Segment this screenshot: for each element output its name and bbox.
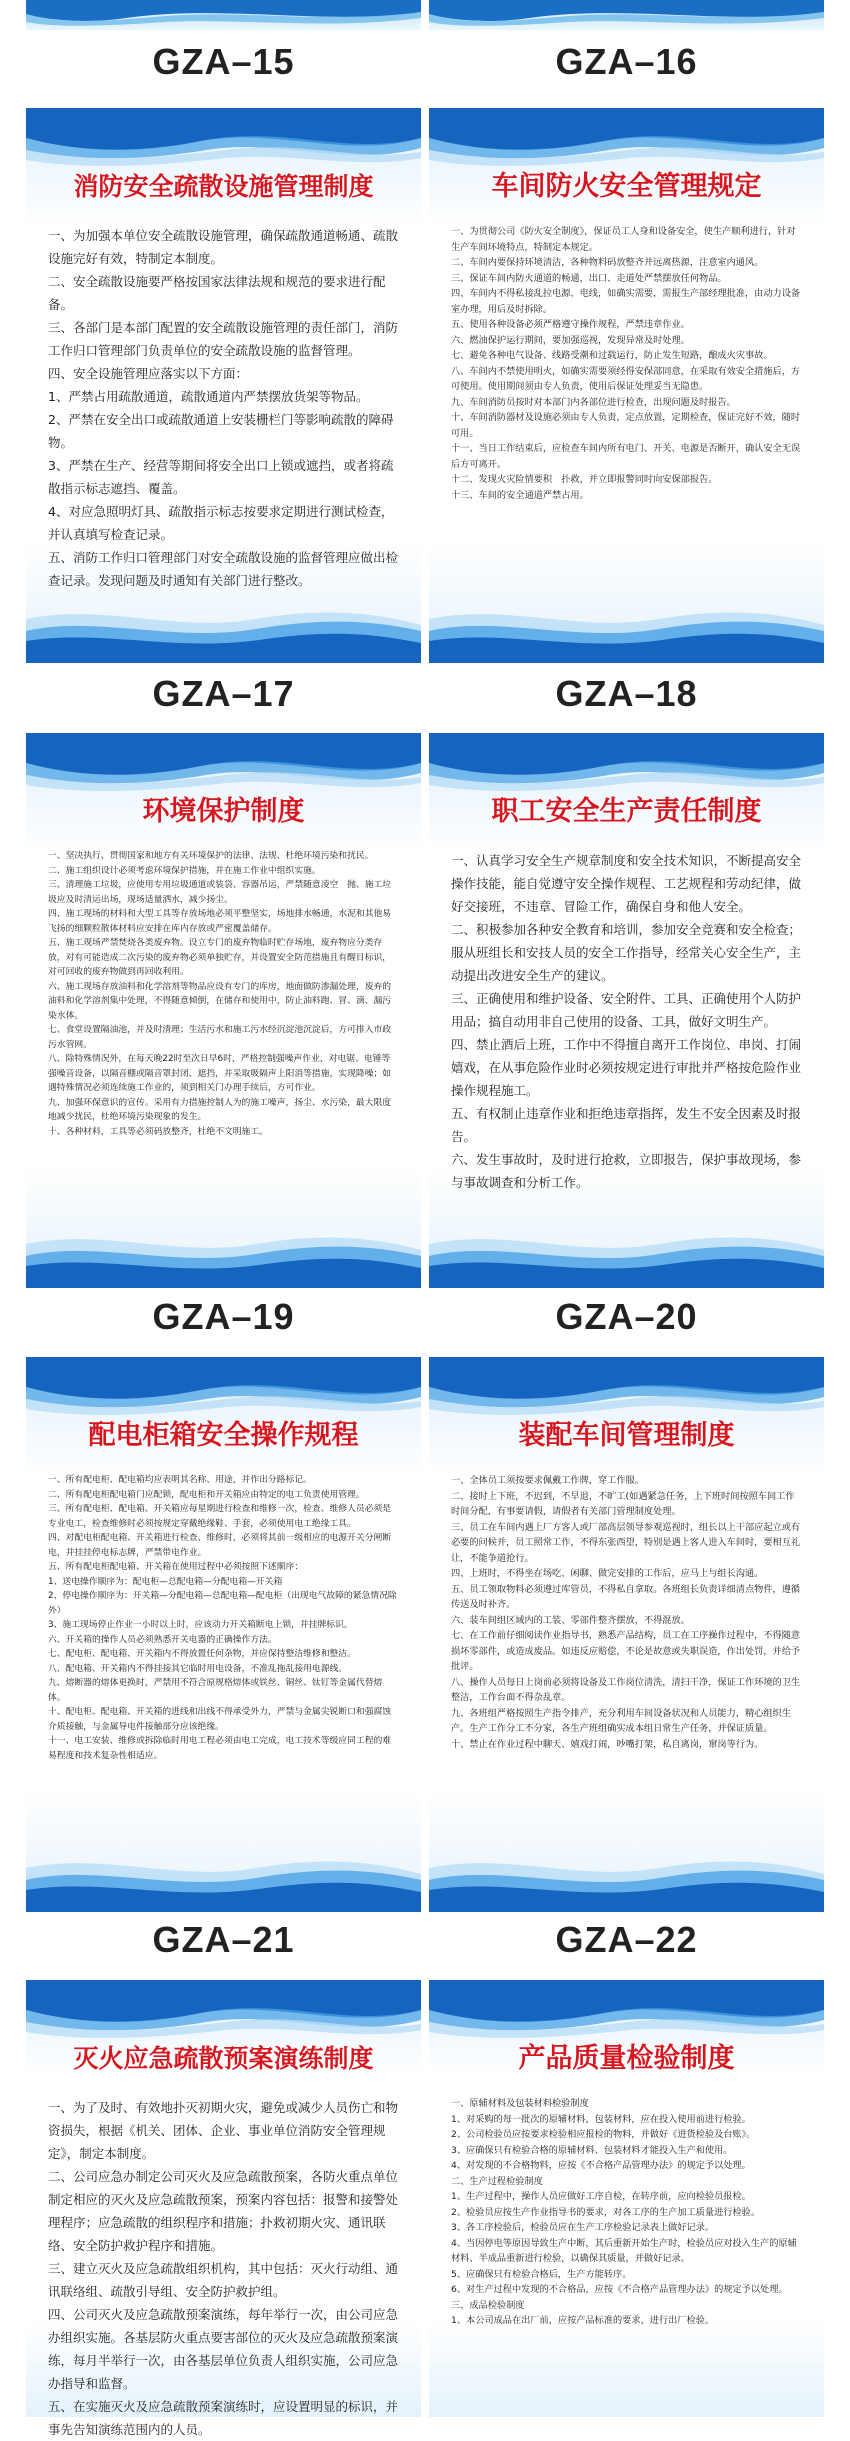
board-paragraph: 三、正确使用和维护设备、安全附件、工具、正确使用个人防护用品；搞自动用非自己使用的设备、工具，做好文明生产。 (451, 991, 802, 1029)
board-paragraph: 十、车间消防器材及设施必须由专人负责，定点放置，定期检查，保证完好不效，随时可用。 (451, 412, 801, 439)
sign-board (26, 108, 421, 663)
board-paragraph: 八、车间内不禁使用明火，如确实需要须经得安保部同意，在采取有效安全措施后，方可使用。使用期间须由专人负责，使用后保证处理妥当无隐患。 (451, 365, 801, 392)
board-paragraph: 八、除特殊情况外，在每天晚22时至次日早6时，严格控制强噪声作业，对电锯、电锤等强噪音设备，以隔音棚或隔音罩封闭、遮挡，并采取吸隔声上阳消等措施，实现降噪；如遇特殊情况必须连续施工作业的，须到相关门办理手续后，方可作业。 (48, 1054, 392, 1093)
board-paragraph: 五、在实施灭火及应急疏散预案演练时，应设置明显的标识，并事先告知演练范围内的人员。 (48, 2399, 399, 2437)
board-paragraph: 八、配电箱、开关箱内不得挂接其它临时用电设备，不准乱拖乱接用电源线。 (48, 1663, 348, 1674)
board-paragraph: 五、员工领取物料必须遵过库管员，不得私自拿取。各班组长负责详细清点物件，遵循传送及时补齐。 (451, 1583, 801, 1610)
board-paragraph: 九、各班组严格按照生产指令排产，充分利用车间设备状况和人员能力，精心组织生产。生产工作分工不分家，各生产班组确实成本组日常生产任务，并保证质量。 (451, 1707, 791, 1734)
board-paragraph: 一、坚决执行、贯彻国家和地方有关环境保护的法律、法规、杜绝环境污染和扰民。 (48, 851, 374, 861)
board-title: 车间防火安全管理规定 (491, 171, 762, 202)
board-paragraph: 三、各部门是本部门配置的安全疏散设施管理的责任部门，消防工作归口管理部门负责单位的安全疏散设施的监督管理。 (48, 320, 399, 358)
board-paragraph: 六、燃油保护运行期间，要加强巡视，发现异常及时处理。 (451, 334, 690, 346)
board-paragraph: 3、严禁在生产、经营等期间将安全出口上锁或遮挡，或者将疏散指示标志遮挡、覆盖。 (48, 458, 394, 496)
board-paragraph: 4、对应急照明灯具、疏散指示标志按要求定期进行测试检查，并认真填写检查记录。 (48, 504, 394, 542)
board-paragraph: 五、施工现场严禁焚烧各类废弃物。设立专门的废弃物临时贮存场地，废弃物应分类存放，对有可能造成二次污染的废弃物必须单独贮存，并设置安全防范措施且有醒目标识，对可回收的废弃物做到再回收利用。 (48, 938, 392, 977)
board-paragraph: 二、公司应急办制定公司灭火及应急疏散预案，各防火重点单位制定相应的灭火及应急疏散预案，预案内容包括：报警和接警处理程序；应急疏散的组织程序和措施；扑救初期火灾、通讯联络、安全防护救护程序和措施。 (48, 2169, 399, 2253)
board-paragraph: 一、为了及时、有效地扑灭初期火灾，避免或减少人员伤亡和物资损失，根据《机关、团体、企业、事业单位消防安全管理规定》，制定本制度。 (48, 2100, 399, 2161)
board-title: 产品质量检验制度 (518, 2043, 735, 2074)
board-paragraph: 1、本公司成品在出厂前，应按产品标准的要求，进行出厂检验。 (451, 2315, 715, 2326)
board-paragraph: 八、操作人员每日上岗前必须将设备及工作岗位清洗，清扫干净，保证工作环境的卫生整洁，工作台面不得杂乱章。 (451, 1676, 801, 1703)
board-paragraph: 5、应确保只有检验合格后，生产方能转序。 (451, 2268, 632, 2280)
board-title: 装配车间管理制度 (518, 1420, 735, 1451)
board-paragraph: 一、原辅材料及包装材料检验制度 (451, 2098, 589, 2109)
sign-board (26, 1980, 421, 2437)
board-paragraph: 二、接时上下班，不迟到，不早退，不旷工(如遇紧急任务，上下班时间按照车间工作时间分配，有事要请假，请假者有关部门管理制度处理。 (451, 1490, 795, 1517)
board-paragraph: 2、检验员应按生产作业指导书的要求，对各工序的生产加工质量进行检验。 (451, 2206, 761, 2218)
board-code: GZA–16 (555, 41, 698, 82)
board-title: 消防安全疏散设施管理制度 (73, 172, 374, 201)
board-paragraph: 七、食堂设置隔油池，并及时清理；生活污水和施工污水经沉淀池沉淀后，方可排入市政污水管网。 (48, 1025, 392, 1050)
board-body (48, 1473, 399, 1842)
board-paragraph: 六、开关箱的操作人员必须熟悉开关电器的正确操作方法。 (48, 1634, 277, 1645)
board-code: GZA–18 (555, 673, 698, 714)
board-paragraph: 二、安全疏散设施要严格按国家法律法规和规范的要求进行配 备。 (48, 274, 399, 312)
sign-board (429, 1357, 824, 1912)
board-paragraph: 十一、当日工作结束后，应检查车间内所有电门、开关、电源是否断开，确认安全无误后方可离开。 (451, 443, 801, 470)
board-title: 职工安全生产责任制度 (491, 796, 762, 827)
board-paragraph: 1、对采购的每一批次的原辅材料，包装材料，应在投入使用前进行检验。 (451, 2113, 751, 2125)
board-paragraph: 四、上班时，不得坐在场吃、闲聊、做完安排的工作后，应马上与组长沟通。 (451, 1568, 764, 1579)
board-paragraph: 三、清理施工垃圾，应使用专用垃圾通道或装袋、容器吊运，严禁随意凌空 抛、施工垃圾应及时清运出场，现场适量洒水，减少扬尘。 (48, 880, 392, 905)
board-paragraph: 四、对配电柜配电箱、开关箱进行检查、维修时，必须将其前一级相应的电源开关分闸断电，并挂挂停电标志牌，严禁带电作业。 (48, 1533, 392, 1558)
board-code: GZA–22 (555, 1919, 698, 1960)
sign-board (26, 1357, 421, 1912)
board-paragraph: 四、禁止酒后上班，工作中不得擅自离开工作岗位、串岗、打闹嬉戏，在从事危险作业时必须按规定进行审批并严格按危险作业操作规程施工。 (451, 1037, 802, 1098)
sign-board (429, 1980, 824, 2417)
board-body (48, 224, 399, 593)
board-paragraph: 三、所有配电柜、配电箱、开关箱应每星期进行检查和维修一次，检查、维修人员必须是专业电工，检查维修时必须按规定穿戴绝缘鞋、手套，必须使用电工绝缘工具。 (48, 1504, 392, 1529)
board-paragraph: 四、车间内不得私接乱拉电源、电线，如确实需要，需报生产部经理批准，由动力设备室办理，用后及时拆除。 (451, 288, 801, 315)
board-paragraph: 十一、电工安装、维修或拆除临时用电工程必须由电工完成，电工技术等级应同工程的难易程度和技术复杂性相适应。 (48, 1736, 392, 1761)
board-paragraph: 十二、发现火灾险情要积 扑救，并立即报警同时向安保部报告。 (451, 474, 718, 485)
board-body (451, 849, 802, 1218)
board-paragraph: 四、公司灭火及应急疏散预案演练，每年举行一次，由公司应急办组织实施。各基层防火重点要害部位的灭火及应急疏散预案演练，每月半举行一次，由各基层单位负责人组织实施，公司应急办指导和监督。 (48, 2307, 399, 2391)
wave-decoration (26, 0, 421, 30)
board-paragraph: 三、成品检验制度 (451, 2299, 525, 2311)
board-paragraph: 十、各种材料，工具等必须码放整齐，杜绝不文明施工。 (48, 1126, 268, 1137)
board-title: 配电柜箱安全操作规程 (88, 1420, 359, 1451)
board-paragraph: 五、有权制止违章作业和拒绝违章指挥，发生不安全因素及时报告。 (451, 1106, 802, 1144)
board-body (48, 849, 399, 1218)
board-paragraph: 一、认真学习安全生产规章制度和安全技术知识，不断提高安全操作技能，能自觉遵守安全操作规程、工艺规程和劳动纪律，做好交接班，不违章、冒险工作，确保自身和他人安全。 (451, 853, 802, 914)
board-paragraph: 七、避免各种电气设备、线路受潮和过载运行，防止发生短路，酿成火灾事故。 (451, 350, 773, 361)
board-paragraph: 4、对发现的不合格物料，应按《不合格产品管理办法》的规定予以处理。 (451, 2160, 751, 2171)
board-paragraph: 3、应确保只有检验合格的原辅材料、包装材料才能投入生产和使用。 (451, 2144, 733, 2156)
board-body (451, 1473, 802, 1842)
board-paragraph: 6、对生产过程中发现的不合格品，应按《不合格产品管理办法》的规定予以处理。 (451, 2284, 788, 2295)
board-paragraph: 二、车间内要保持环境清洁，各种物料码放整齐并远离热源，注意室内通风。 (451, 257, 764, 268)
sign-board (429, 733, 824, 1288)
board-paragraph: 四、施工现场的材料和大型工具等存放场地必须平整坚实，场地排水畅通，水泥和其他易飞扬的细颗粒散体材料应安排在库内存放或严密覆盖储存。 (48, 909, 392, 934)
board-paragraph: 五、所有配电柜配电箱、开关箱在使用过程中必须按照下述顺序： (48, 1562, 304, 1572)
board-paragraph: 4、当因停电等原因导致生产中断，其后重新开始生产时，检验员应对投入生产的原辅材料、半成品重新进行检验，以确保其质量，并做好记录。 (451, 2237, 797, 2264)
board-paragraph: 一、为加强本单位安全疏散设施管理，确保疏散通道畅通、疏散设施完好有效，特制定本制度。 (48, 228, 399, 266)
board-paragraph: 二、施工组织设计必须考虑环境保护措施，并在施工作业中组织实施。 (48, 865, 321, 876)
board-top-strip-left (26, 0, 421, 30)
board-paragraph: 十、配电柜、配电箱、开关箱的进线和出线不得承受外力，严禁与金属尖锐断口和强腐蚀介质接触，与金属导电件接触部分应该绝缘。 (48, 1707, 392, 1732)
board-paragraph: 九、车间消防员按时对本部门内各部位进行检查，出现问题及时报告。 (451, 396, 736, 408)
board-paragraph: 1、严禁占用疏散通道，疏散通道内严禁摆放货架等物品。 (48, 389, 369, 404)
board-body (48, 2096, 399, 2437)
board-paragraph: 七、在工作前仔细阅读作业指导书，熟悉产品结构，员工在工序操作过程中，不得随意损坏零部件，或造成废品。如违反应赔偿，不论是故意或失职误造，作出处罚，并给予批评。 (451, 1630, 801, 1672)
board-paragraph: 六、装车间组区域内的工装、零部件整齐摆放，不得混放。 (451, 1614, 690, 1626)
board-paragraph: 七、配电柜、配电箱、开关箱内不得放置任何杂物，并应保持整洁维修和整洁。 (48, 1649, 356, 1659)
board-paragraph: 十、禁止在作业过程中聊天、嬉戏打闹，吵嘴打架，私自离岗，窜岗等行为。 (451, 1738, 764, 1750)
board-paragraph: 一、为贯彻公司《防火安全制度》，保证员工人身和设备安全，使生产顺利进行，针对生产车间环境特点，特制定本规定。 (451, 226, 796, 253)
board-paragraph: 2、公司检验员应按要求检验相应报检的物料，并做好《进货检验及台账》。 (451, 2129, 756, 2140)
board-paragraph: 六、施工现场存放油料和化学溶剂等物品应设有专门的库房，地面做防渗漏处理，废弃的油料和化学溶剂集中处理，不得随意倾倒，在储存和使用中，防止油料跑、冒、滴、漏污染水体。 (48, 981, 392, 1021)
board-paragraph: 1、生产过程中，操作人员应做好工序自检，在转序前，应向检验员报检。 (451, 2191, 751, 2202)
board-body (451, 2096, 802, 2417)
wave-decoration (429, 0, 824, 30)
board-paragraph: 二、生产过程检验制度 (451, 2175, 543, 2187)
sign-board (26, 733, 421, 1288)
board-code: GZA–17 (152, 673, 295, 714)
board-paragraph: 五、使用各种设备必须严格遵守操作规程，严禁违章作业。 (451, 319, 690, 330)
board-paragraph: 四、安全设施管理应落实以下方面： (48, 366, 249, 381)
board-title: 灭火应急疏散预案演练制度 (73, 2044, 374, 2073)
board-paragraph: 二、所有配电柜配电箱门应配锁，配电柜和开关箱应由特定的电工负责使用管理。 (48, 1489, 365, 1500)
board-title: 环境保护制度 (142, 796, 305, 827)
sign-board (429, 108, 824, 663)
board-paragraph: 三、建立灭火及应急疏散组织机构，其中包括：灭火行动组、通讯联络组、疏散引导组、安全防护救护组。 (48, 2261, 399, 2299)
board-paragraph: 2、严禁在安全出口或疏散通道上安装栅栏门等影响疏散的障碍物。 (48, 412, 394, 450)
board-paragraph: 一、全体员工须按要求佩戴工作牌，穿工作服。 (451, 1475, 644, 1486)
board-code: GZA–19 (152, 1296, 295, 1337)
board-paragraph: 2、停电操作顺序为：开关箱—分配电箱—总配电箱—配电柜（出现电气故障的紧急情况除外） (48, 1591, 397, 1616)
board-paragraph: 十三、车间的安全通道严禁占用。 (451, 489, 589, 501)
board-paragraph: 九、加强环保意识的宣传。采用有力措施控制人为的施工噪声，扬尘、水污染，最大限度地减少扰民，杜绝环境污染现象的发生。 (48, 1097, 392, 1122)
board-code: GZA–20 (555, 1296, 698, 1337)
board-paragraph: 六、发生事故时，及时进行抢救，立即报告，保护事故现场，参与事故调查和分析工作。 (451, 1152, 802, 1190)
board-paragraph: 3、施工现场停止作业一小时以上时，应该动力开关箱断电上锁，并挂牌标识。 (48, 1620, 353, 1630)
board-paragraph: 三、员工在车间内遇上厂方客人或厂部高层领导参观巡视时，组长以上干部应起立或有必要的问候并，员工照常工作，不得东张西望，特别是遇上客人进入车间时，要相互礼让，不能争道抢行。 (451, 1521, 801, 1564)
board-body (451, 224, 802, 593)
board-paragraph: 九、熔断器的熔体更换时，严禁用不符合原规格熔体或铁丝、铜丝、钛钉等金属代替熔体。 (48, 1678, 383, 1703)
board-paragraph: 二、积极参加各种安全教育和培训，参加安全竞赛和安全检查；服从班组长和安技人员的安全工作指导，经常关心安全生产，主动提出改进安全生产的建议。 (451, 922, 802, 983)
board-code: GZA–15 (152, 41, 295, 82)
board-top-strip-right (429, 0, 824, 30)
board-paragraph: 一、所有配电柜、配电箱均应表明其名称、用途，并作出分路标记。 (48, 1475, 312, 1485)
board-code: GZA–21 (152, 1919, 295, 1960)
board-paragraph: 三、保证车间内防火通道的畅通，出口、走道处严禁摆放任何物品。 (451, 272, 727, 284)
board-paragraph: 3、各工序检验后，检验员应在生产工序检验记录表上做好记录。 (451, 2222, 715, 2233)
board-paragraph: 五、消防工作归口管理部门对安全疏散设施的监督管理应做出检查记录。发现问题及时通知有关部门进行整改。 (48, 550, 399, 588)
board-paragraph: 1、送电操作顺序为：配电柜—总配电箱—分配电箱—开关箱 (48, 1576, 283, 1587)
